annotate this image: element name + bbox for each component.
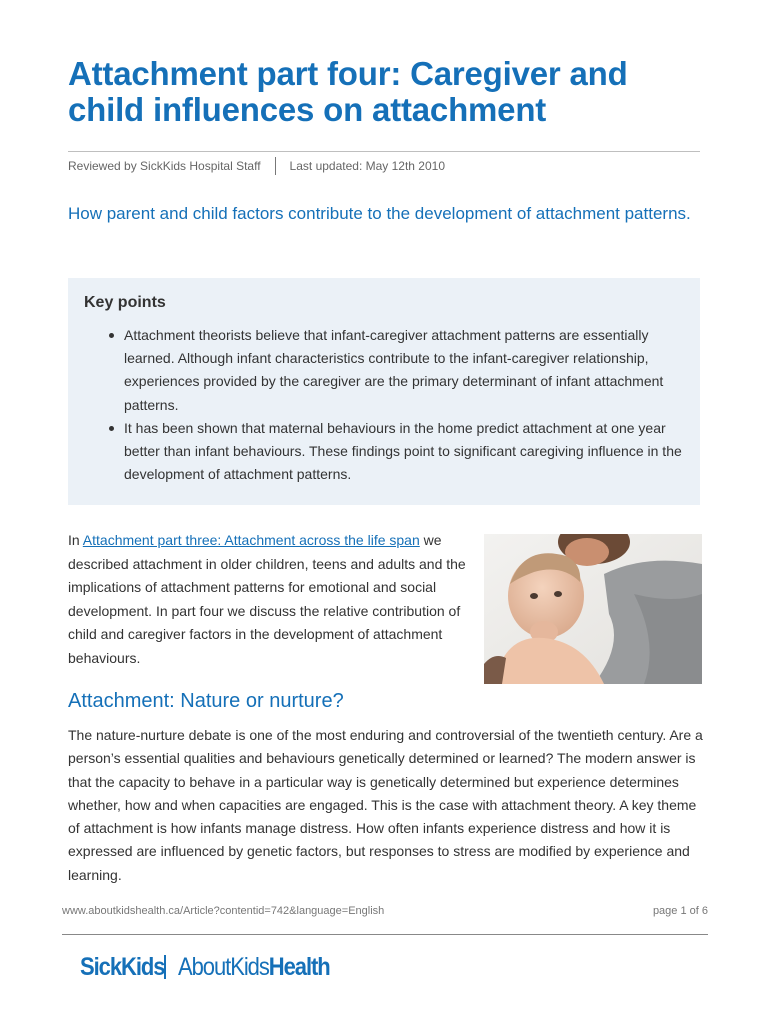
key-point-item: Attachment theorists believe that infant-caregiver attachment patterns are essentially learned. Although infant characteristics contribute to the infant-caregiver relationship, experiences provided by the caregiver are the primary determinant of infant attachment patterns. <box>124 324 684 417</box>
parent-child-photo <box>484 534 702 684</box>
intro-prefix: In <box>68 532 83 548</box>
intro-suffix: we described attachment in older children, teens and adults and the implications of attachment patterns for emotional and social development. In part four we discuss the relative contribution of child and caregiver factors in the development of attachment behaviours. <box>68 532 466 666</box>
aboutkidshealth-logo-text <box>178 953 330 982</box>
logo-health: Health <box>268 952 330 981</box>
section-heading: Attachment: Nature or nurture? <box>68 690 344 712</box>
footer-logo <box>80 950 350 984</box>
section-paragraph: The nature-nurture debate is one of the most enduring and controversial of the twentieth century. Are a person’s essential qualities and behaviours genetically determined or learned? The modern answer is that the capacity to behave in a particular way is genetically determined but experience determines whether, how and when capacities are engaged. This is the case with attachment theory. A key theme of attachment is how infants manage distress. How often infants experience distress and how it is expressed are influenced by genetic factors, but responses to stress are modified by experience and learning. <box>68 727 703 883</box>
meta-separator <box>275 157 276 175</box>
page-number: page 1 of 6 <box>652 905 708 917</box>
key-point-item: It has been shown that maternal behaviours in the home predict attachment at one year better than infant behaviours. These findings point to significant caregiving influence in the development of attachment patterns. <box>124 417 684 487</box>
key-points-box <box>68 278 700 505</box>
article-meta <box>68 157 445 175</box>
reviewed-by: Reviewed by SickKids Hospital Staff <box>68 159 261 173</box>
last-updated: Last updated: May 12th 2010 <box>289 159 445 173</box>
key-points-list <box>124 324 684 486</box>
key-points-heading: Key points <box>84 294 166 311</box>
footer-divider <box>62 934 708 935</box>
article-subtitle: How parent and child factors contribute to the development of attachment patterns. <box>68 204 691 223</box>
sickkids-logo-text: SickKids <box>80 952 165 981</box>
footer-url: www.aboutkidshealth.ca/Article?contentid=742&language=English <box>62 905 385 917</box>
page-title: Attachment part four: Caregiver and child influences on attachment <box>68 55 628 128</box>
part-three-link[interactable]: Attachment part three: Attachment across the life span <box>82 532 420 548</box>
logo-aboutkids: AboutKids <box>178 952 269 981</box>
title-divider <box>68 151 700 152</box>
intro-paragraph <box>68 529 478 671</box>
